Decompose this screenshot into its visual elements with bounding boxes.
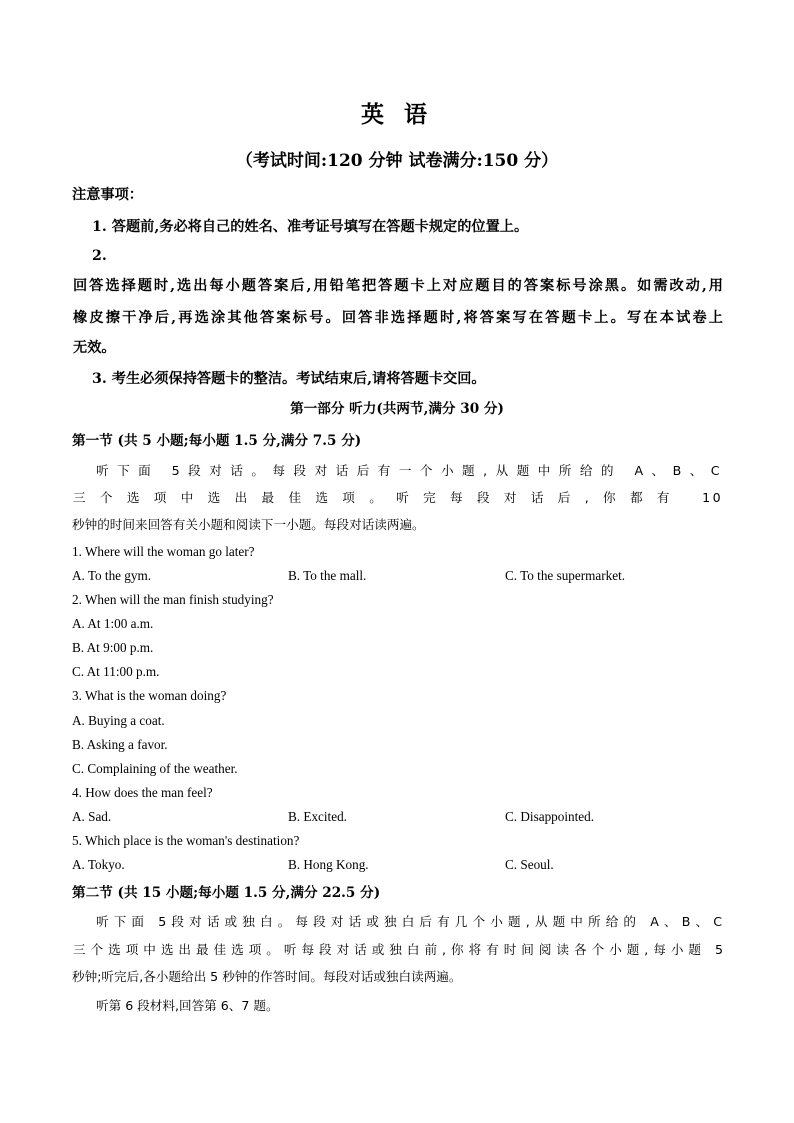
question-2-option-a: A. At 1:00 a.m. (72, 616, 154, 631)
question-1-option-a: A. To the gym. (72, 568, 152, 583)
question-2-stem: 2. When will the man finish studying? (72, 592, 274, 607)
notice-item-2-number: 2. (92, 248, 107, 264)
exam-title: 英 语 (360, 101, 433, 128)
section-2-instruction-line-2: 三个选项中选出最佳选项。听每段对话或独白前,你将有时间阅读各个小题,每小题 5 (73, 942, 723, 957)
section-1-instruction-line-3: 秒钟的时间来回答有关小题和阅读下一小题。每段对话读两遍。 (72, 517, 425, 532)
notice-item-1: 1. 答题前,务必将自己的姓名、准考证号填写在答题卡规定的位置上。 (92, 219, 529, 235)
notice-item-2-line-3: 无效。 (73, 340, 116, 356)
question-1-option-c: C. To the supermarket. (505, 568, 626, 583)
section-2-material-note: 听第 6 段材料,回答第 6、7 题。 (96, 998, 279, 1013)
section-1-heading: 第一节 (共 5 小题;每小题 1.5 分,满分 7.5 分) (72, 433, 362, 449)
section-1-instruction-line-2: 三个选项中选出最佳选项。听完每段对话后,你都有 10 (73, 490, 723, 505)
question-4-option-c: C. Disappointed. (505, 809, 595, 824)
section-2-heading: 第二节 (共 15 小题;每小题 1.5 分,满分 22.5 分) (72, 885, 381, 901)
question-5-option-a: A. Tokyo. (72, 857, 125, 872)
exam-subtitle: （考试时间:120 分钟 试卷满分:150 分） (235, 151, 559, 171)
question-1-stem: 1. Where will the woman go later? (72, 544, 255, 559)
question-3-option-c: C. Complaining of the weather. (72, 761, 238, 776)
question-1-option-b: B. To the mall. (288, 568, 367, 583)
question-4-option-b: B. Excited. (288, 809, 347, 824)
question-4-stem: 4. How does the man feel? (72, 785, 213, 800)
question-5-option-b: B. Hong Kong. (288, 857, 369, 872)
part-1-title: 第一部分 听力(共两节,满分 30 分) (290, 401, 504, 417)
notice-item-3: 3. 考生必须保持答题卡的整洁。考试结束后,请将答题卡交回。 (92, 371, 486, 387)
notice-item-2-line-1: 回答选择题时,选出每小题答案后,用铅笔把答题卡上对应题目的答案标号涂黑。如需改动,用 (73, 278, 723, 294)
notice-heading: 注意事项： (72, 187, 143, 203)
question-2-option-c: C. At 11:00 p.m. (72, 664, 160, 679)
question-3-option-a: A. Buying a coat. (72, 713, 165, 728)
question-3-stem: 3. What is the woman doing? (72, 688, 227, 703)
section-2-instruction-line-3: 秒钟;听完后,各小题给出 5 秒钟的作答时间。每段对话或独白读两遍。 (72, 969, 462, 984)
question-3-option-b: B. Asking a favor. (72, 737, 168, 752)
question-4-option-a: A. Sad. (72, 809, 112, 824)
question-2-option-b: B. At 9:00 p.m. (72, 640, 154, 655)
question-5-stem: 5. Which place is the woman's destination? (72, 833, 300, 848)
question-5-option-c: C. Seoul. (505, 857, 554, 872)
section-2-instruction-line-1: 听下面 5段对话或独白。每段对话或独白后有几个小题,从题中所给的 A、B、C (96, 914, 722, 929)
section-1-instruction-line-1: 听下面 5段对话。每段对话后有一个小题,从题中所给的 A、B、C (96, 463, 722, 478)
notice-item-2-line-2: 橡皮擦干净后,再选涂其他答案标号。回答非选择题时,将答案写在答题卡上。写在本试卷上 (73, 310, 723, 326)
